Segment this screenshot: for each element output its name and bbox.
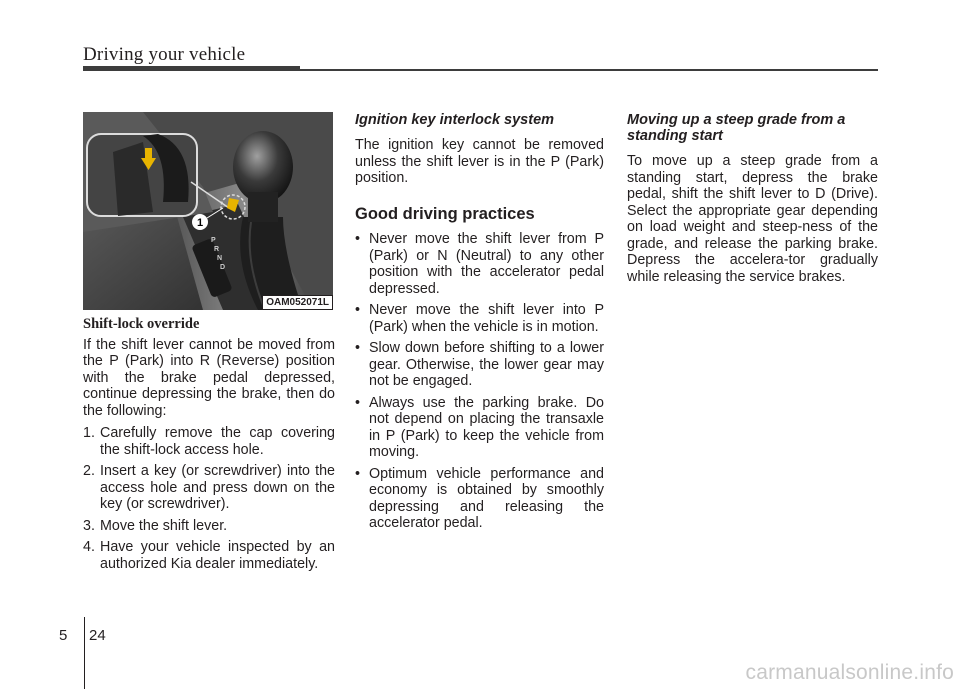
shift-lock-intro: If the shift lever cannot be moved from the P (Park) into R (Reverse) position with the brake pedal depressed, continue depressing the brake, then do the following: (83, 336, 335, 419)
step-item (83, 539, 335, 572)
footer-divider (84, 617, 85, 689)
steep-grade-heading: Moving up a steep grade from a standing start (627, 112, 846, 144)
gear-letter-n: N (217, 255, 223, 262)
step-number: 2. (83, 463, 95, 479)
bullet: • (355, 394, 361, 411)
good-driving-heading: Good driving practices (355, 204, 535, 223)
ignition-interlock-text: The ignition key cannot be removed unless the shift lever is in the P (Park) position. (355, 137, 604, 186)
shift-lever-photo (83, 112, 333, 310)
header-rule-thick (83, 66, 300, 71)
list-item (355, 466, 604, 532)
list-item (355, 395, 604, 461)
figure-caption: OAM052071L (262, 295, 333, 310)
column-steep-grade (627, 112, 878, 285)
steep-grade-text: To move up a steep grade from a standing start, depress the brake pedal, shift the shift lever to D (Drive). Select the appropriate gear depending on load weight and steep-ness of the grade, and release the parking brake. Depress the accelera-tor gradually while releasing the service brakes. (627, 153, 878, 285)
list-item-text: Never move the shift lever from P (Park) or N (Neutral) to any other position with the accelerator pedal depressed. (369, 231, 604, 297)
bullet: • (355, 302, 361, 318)
list-item (355, 302, 604, 335)
step-number: 3. (83, 517, 95, 534)
list-item-text: Never move the shift lever into P (Park) when the vehicle is in motion. (369, 302, 604, 335)
step-text: Move the shift lever. (100, 517, 228, 534)
column-shift-lock (83, 316, 335, 577)
bullet: • (355, 231, 361, 247)
column-driving-practices (355, 112, 604, 537)
shift-lock-steps (83, 425, 335, 572)
gear-letter-d: D (220, 264, 226, 271)
step-item (83, 463, 335, 513)
step-number: 1. (83, 425, 95, 441)
driving-practices-list (355, 231, 604, 532)
step-number: 4. (83, 539, 95, 555)
page-header-title: Driving your vehicle (83, 44, 246, 65)
shift-lock-heading: Shift-lock override (83, 316, 200, 332)
step-item (83, 425, 335, 458)
list-item (355, 231, 604, 297)
bullet: • (355, 340, 361, 356)
list-item (355, 340, 604, 390)
page-number: 24 (89, 627, 106, 644)
gear-letter-p: P (211, 237, 216, 244)
step-text: Insert a key (or screwdriver) into the access hole and press down on the key (or screwdriver). (100, 463, 335, 512)
ignition-interlock-heading: Ignition key interlock system (355, 112, 555, 128)
list-item-text: Optimum vehicle performance and economy is obtained by smoothly depressing and releasing the accelerator pedal. (369, 465, 604, 531)
step-text: Carefully remove the cap covering the shift-lock access hole. (100, 425, 335, 458)
bullet: • (355, 465, 361, 482)
gear-letter-r: R (214, 246, 220, 253)
list-item-text: Slow down before shifting to a lower gear. Otherwise, the lower gear may not be engaged. (369, 340, 604, 389)
header-rule-thin (300, 69, 878, 71)
list-item-text: Always use the parking brake. Do not depend on placing the transaxle in P (Park) to keep the vehicle from moving. (369, 394, 604, 460)
step-item (83, 518, 335, 535)
watermark: carmanualsonline.info (745, 661, 954, 684)
callout-number: 1 (196, 217, 204, 229)
step-text: Have your vehicle inspected by an authorized Kia dealer immediately. (100, 539, 335, 572)
section-number: 5 (59, 627, 68, 644)
